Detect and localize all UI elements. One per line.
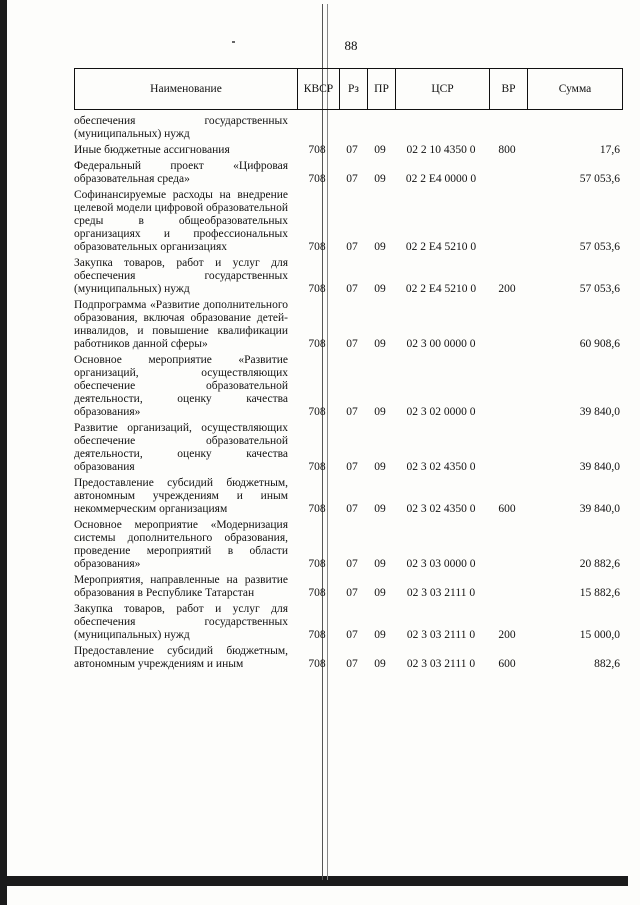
row-rz: 07 xyxy=(346,503,358,515)
row-sum: 20 882,6 xyxy=(579,558,620,570)
row-kvsr: 708 xyxy=(308,338,326,350)
header-rz: Рз xyxy=(339,69,367,109)
row-name: обеспечения государственных (муниципальных) нужд xyxy=(74,115,288,140)
table-row xyxy=(74,115,623,141)
row-vr: 600 xyxy=(498,658,516,670)
row-name: Основное мероприятие «Развитие организаций, осуществляющих обеспечение образовательной деятельности, оценку качества образования» xyxy=(74,354,288,418)
row-vr: 200 xyxy=(498,629,516,641)
row-kvsr: 708 xyxy=(308,629,326,641)
row-kvsr: 708 xyxy=(308,406,326,418)
row-pr: 09 xyxy=(374,558,386,570)
table-row xyxy=(74,603,623,642)
row-sum: 39 840,0 xyxy=(579,406,620,418)
row-rz: 07 xyxy=(346,283,358,295)
row-sum: 15 882,6 xyxy=(579,587,620,599)
table-row xyxy=(74,257,623,296)
row-csr: 02 3 03 2111 0 xyxy=(406,629,476,641)
row-csr: 02 2 E4 5210 0 xyxy=(405,241,477,253)
row-sum: 39 840,0 xyxy=(579,461,620,473)
row-kvsr: 708 xyxy=(308,558,326,570)
row-csr: 02 3 00 0000 0 xyxy=(406,338,476,350)
table-row xyxy=(74,144,623,157)
row-pr: 09 xyxy=(374,461,386,473)
scan-bottom-edge xyxy=(0,876,628,886)
row-rz: 07 xyxy=(346,144,358,156)
row-name: Развитие организаций, осуществляющих обеспечение образовательной деятельности, оценку качества образования xyxy=(74,422,288,473)
row-name: Подпрограмма «Развитие дополнительного образования, включая образование детей-инвалидов, и повышение квалификации работников данной сферы» xyxy=(74,299,288,350)
row-name: Иные бюджетные ассигнования xyxy=(74,144,230,156)
table-row xyxy=(74,645,623,671)
row-sum: 882,6 xyxy=(594,658,620,670)
row-csr: 02 3 02 0000 0 xyxy=(406,406,476,418)
row-kvsr: 708 xyxy=(308,587,326,599)
scan-left-edge xyxy=(0,0,7,905)
row-vr: 200 xyxy=(498,283,516,295)
table-header xyxy=(74,68,623,110)
row-pr: 09 xyxy=(374,658,386,670)
row-rz: 07 xyxy=(346,406,358,418)
row-name: Федеральный проект «Цифровая образовательная среда» xyxy=(74,160,288,185)
row-name: Основное мероприятие «Модернизация системы дополнительного образования, проведение мероприятий в области образования» xyxy=(74,519,288,570)
table-row xyxy=(74,422,623,474)
row-rz: 07 xyxy=(346,461,358,473)
row-kvsr: 708 xyxy=(308,144,326,156)
row-kvsr: 708 xyxy=(308,503,326,515)
header-sum: Сумма xyxy=(527,69,622,109)
row-sum: 17,6 xyxy=(599,144,620,156)
row-name: Закупка товаров, работ и услуг для обеспечения государственных (муниципальных) нужд xyxy=(74,603,288,641)
row-sum: 57 053,6 xyxy=(579,241,620,253)
row-name: Предоставление субсидий бюджетным, автономным учреждениям и иным некоммерческим организациям xyxy=(74,477,288,515)
row-pr: 09 xyxy=(374,241,386,253)
row-csr: 02 3 02 4350 0 xyxy=(406,461,476,473)
row-sum: 60 908,6 xyxy=(579,338,620,350)
row-sum: 15 000,0 xyxy=(579,629,620,641)
row-kvsr: 708 xyxy=(308,173,326,185)
header-kvsr: КВСР xyxy=(297,69,339,109)
row-csr: 02 3 03 0000 0 xyxy=(406,558,476,570)
row-pr: 09 xyxy=(374,144,386,156)
row-vr: 800 xyxy=(498,144,516,156)
row-rz: 07 xyxy=(346,658,358,670)
row-rz: 07 xyxy=(346,629,358,641)
row-csr: 02 3 03 2111 0 xyxy=(406,587,476,599)
table-row xyxy=(74,354,623,419)
row-csr: 02 3 03 2111 0 xyxy=(406,658,476,670)
row-kvsr: 708 xyxy=(308,241,326,253)
row-csr: 02 2 E4 0000 0 xyxy=(405,173,477,185)
row-pr: 09 xyxy=(374,587,386,599)
row-vr: 600 xyxy=(498,503,516,515)
header-pr: ПР xyxy=(367,69,395,109)
row-pr: 09 xyxy=(374,173,386,185)
table-row xyxy=(74,160,623,186)
row-rz: 07 xyxy=(346,338,358,350)
scan-speck xyxy=(232,41,235,43)
row-kvsr: 708 xyxy=(308,658,326,670)
row-csr: 02 2 10 4350 0 xyxy=(406,144,476,156)
row-rz: 07 xyxy=(346,241,358,253)
table-row xyxy=(74,574,623,600)
row-rz: 07 xyxy=(346,173,358,185)
table-row xyxy=(74,299,623,351)
table-row xyxy=(74,477,623,516)
row-sum: 57 053,6 xyxy=(579,283,620,295)
row-name: Софинансируемые расходы на внедрение целевой модели цифровой образовательной среды в общеобразовательных организациях и профессиональных образовательных организациях xyxy=(74,189,288,253)
header-csr: ЦСР xyxy=(395,69,489,109)
header-name: Наименование xyxy=(150,83,222,95)
row-sum: 39 840,0 xyxy=(579,503,620,515)
row-csr: 02 2 E4 5210 0 xyxy=(405,283,477,295)
row-pr: 09 xyxy=(374,629,386,641)
row-rz: 07 xyxy=(346,558,358,570)
table-row xyxy=(74,519,623,571)
row-pr: 09 xyxy=(374,283,386,295)
row-name: Предоставление субсидий бюджетным, автономным учреждениям и иным xyxy=(74,645,288,670)
table-row xyxy=(74,189,623,254)
row-kvsr: 708 xyxy=(308,461,326,473)
row-kvsr: 708 xyxy=(308,283,326,295)
row-name: Закупка товаров, работ и услуг для обеспечения государственных (муниципальных) нужд xyxy=(74,257,288,295)
row-csr: 02 3 02 4350 0 xyxy=(406,503,476,515)
row-pr: 09 xyxy=(374,503,386,515)
row-sum: 57 053,6 xyxy=(579,173,620,185)
header-vr: ВР xyxy=(489,69,527,109)
row-name: Мероприятия, направленные на развитие образования в Республике Татарстан xyxy=(74,574,288,599)
row-pr: 09 xyxy=(374,406,386,418)
table-body xyxy=(74,112,623,671)
row-rz: 07 xyxy=(346,587,358,599)
page-number: 88 xyxy=(344,38,358,53)
row-pr: 09 xyxy=(374,338,386,350)
